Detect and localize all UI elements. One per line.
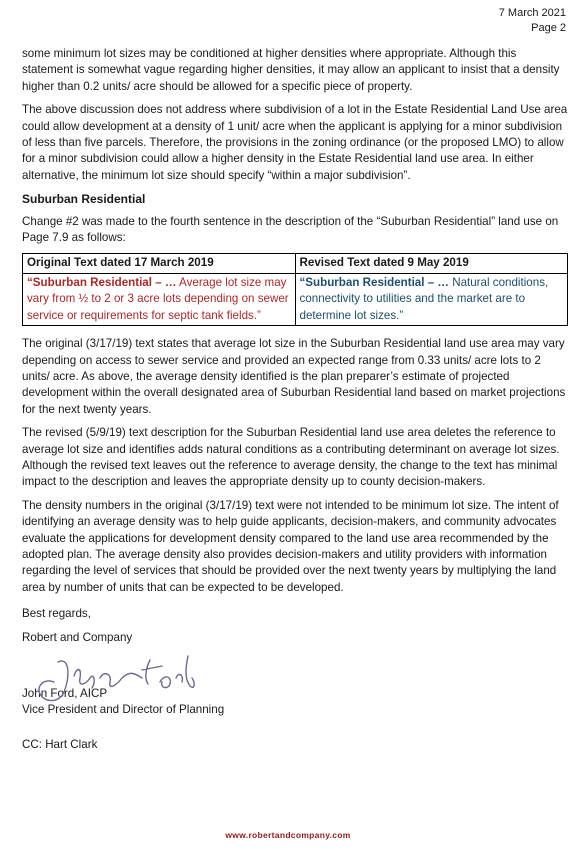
comparison-table: [22, 253, 568, 326]
company-name: Robert and Company: [22, 630, 133, 644]
original-text-lead: “Suburban Residential – …: [27, 275, 177, 289]
table-header-row: [23, 254, 568, 273]
header-page-number: Page 2: [531, 22, 566, 34]
paragraph-2: The above discussion does not address where subdivision of a lot in the Estate Residential Land Use area could allow development at a density of 1 unit/ acre when the applicant is applying for a minor subdivision of less than five parcels. Therefore, the provisions in the zoning ordinance (or the proposed LMO) to allow for a minor subdivision could allow a higher density in the Estate Residential land use area. In either alternative, the minimum lot size should specify “within a major subdivision”.: [22, 103, 568, 182]
table-row: [23, 273, 568, 325]
section-heading: Suburban Residential: [22, 192, 146, 207]
paragraph-5: The revised (5/9/19) text description for the Suburban Residential land use area deletes the reference to average lot size and identifies adds natural conditions as a contributing determinant on average lot sizes. Although the revised text leaves out the reference to average density, the change to the text has minimal impact to the description and leaves the appropriate density up to county decision-makers.: [22, 426, 560, 489]
signer-title: Vice President and Director of Planning: [22, 703, 225, 717]
signature-block: [22, 630, 568, 754]
original-text-header: Original Text dated 17 March 2019: [23, 254, 296, 273]
revised-text-body: Natural conditions, connectivity to utilities and the market are to determine lot sizes.”: [299, 275, 549, 322]
paragraph-4: The original (3/17/19) text states that average lot size in the Suburban Residential land use area may vary depending on access to sewer service and provided an expected range from 0.33 units/ acre lots to 2 units/ acre. As above, the average density identified is the plan preparer’s estimate of projected development within the overall designated area of Suburban Residential land based on market projections for the next twenty years.: [22, 337, 566, 416]
handwritten-signature: [30, 648, 200, 706]
revised-text-cell: [295, 273, 568, 325]
cc-line: CC: Hart Clark: [22, 737, 98, 751]
revised-text-header: Revised Text dated 9 May 2019: [295, 254, 568, 273]
closing-regards: Best regards,: [22, 607, 91, 621]
signer-name: John Ford, AICP: [22, 687, 108, 700]
paragraph-3: Change #2 was made to the fourth sentence in the description of the “Suburban Residential” land use on Page 7.9 as follows:: [22, 214, 559, 245]
original-text-cell: [23, 273, 296, 325]
page-header: [499, 6, 566, 36]
header-date: 7 March 2021: [498, 7, 566, 19]
original-text-body: Average lot size may vary from ½ to 2 or 3 acre lots depending on sewer service or requirements for septic tank fields.”: [27, 275, 289, 322]
letter-body: [22, 46, 568, 753]
footer-url: www.robertandcompany.com: [225, 830, 351, 840]
paragraph-1: some minimum lot sizes may be conditioned at higher densities where appropriate. Although this statement is somewhat vague regarding higher densities, it may allow an applicant to insist that a density higher than 0.2 units/ acre should be allowed for a specific piece of property.: [22, 47, 560, 93]
paragraph-6: The density numbers in the original (3/17/19) text were not intended to be minimum lot size. The intent of identifying an average density was to help guide applicants, decision-makers, and community advocates evaluate the applications for development density compared to the land use area recommended by the adopted plan. The average density also provides decision-makers and utility providers with information regarding the level of services that should be provided over the next twenty years by multiplying the land area by number of units that can be expected to be developed.: [22, 498, 559, 594]
revised-text-lead: “Suburban Residential – …: [299, 275, 449, 289]
